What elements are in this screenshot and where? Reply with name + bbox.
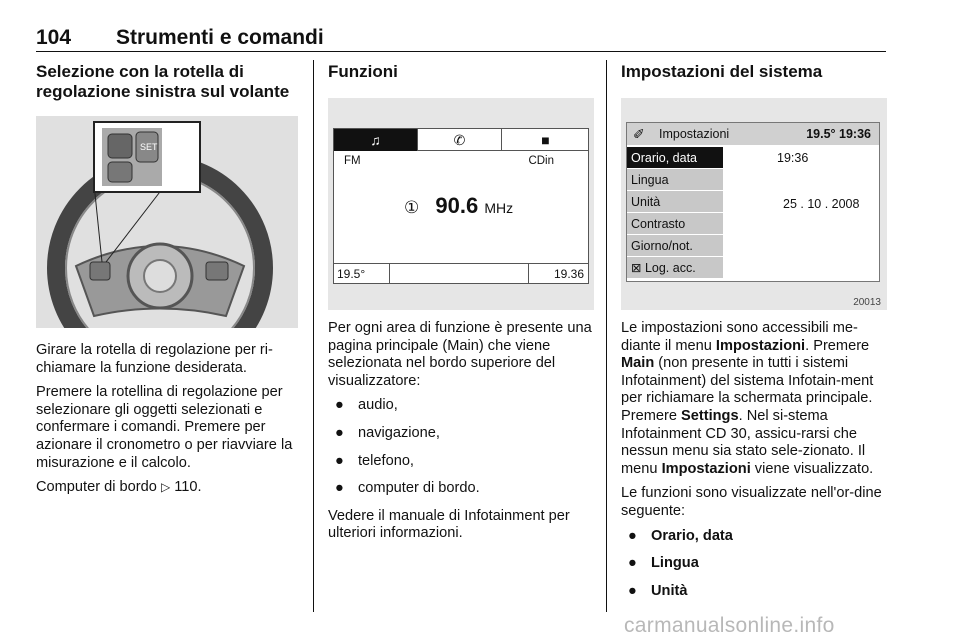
ref-page-link[interactable]: 110. bbox=[174, 479, 202, 496]
list-item: ● Orario, data bbox=[628, 527, 733, 544]
preset-number: ① bbox=[404, 198, 420, 217]
settings-title: Impostazioni bbox=[659, 127, 730, 141]
list-item: ● navigazione, bbox=[335, 424, 440, 441]
settings-menu-item: Contrasto bbox=[627, 213, 723, 235]
wheel-paragraph-3 bbox=[36, 479, 298, 497]
section-heading-funzioni: Funzioni bbox=[328, 62, 398, 81]
settings-menu bbox=[627, 147, 723, 279]
wheel-paragraph-1: Girare la rotella di regolazione per ri-chiamare la funzione desiderata. bbox=[36, 342, 273, 376]
column-divider-1 bbox=[313, 60, 314, 612]
settings-date: 25 . 10 . 2008 bbox=[783, 197, 860, 211]
frequency-value: 90.6 bbox=[435, 193, 479, 218]
arrow-ref-icon: ▷ bbox=[160, 480, 171, 495]
page-number: 104 bbox=[36, 26, 72, 49]
music-note-icon: ♫ bbox=[334, 129, 418, 151]
radio-band: FM bbox=[344, 155, 361, 167]
radio-tabs bbox=[334, 129, 588, 151]
radio-source: CDin bbox=[528, 155, 554, 167]
radio-temperature: 19.5° bbox=[334, 264, 390, 284]
radio-clock: 19.36 bbox=[528, 264, 588, 284]
settings-menu-item: Lingua bbox=[627, 169, 723, 191]
column-right bbox=[621, 62, 887, 599]
settings-time: 19:36 bbox=[777, 151, 809, 165]
list-item: ● Lingua bbox=[628, 555, 699, 572]
impostazioni-paragraph-2: Le funzioni sono visualizzate nell'or-dine seguente: bbox=[621, 485, 882, 519]
settings-menu-item: Orario, data bbox=[627, 147, 723, 169]
settings-display-illustration bbox=[621, 98, 887, 310]
settings-status: 19.5° 19:36 bbox=[806, 127, 871, 141]
list-item: ● audio, bbox=[335, 397, 398, 414]
radio-display-illustration bbox=[328, 98, 594, 310]
list-item: ● Unità bbox=[628, 582, 688, 599]
settings-header bbox=[627, 123, 879, 145]
list-item: ● telefono, bbox=[335, 452, 414, 469]
section-heading-impostazioni: Impostazioni del sistema bbox=[621, 62, 823, 81]
watermark: carmanualsonline.info bbox=[624, 614, 835, 637]
funzioni-paragraph-1: Per ogni area di funzione è presente una pagina principale (Main) che viene selezionata nel bordo superiore del visualizzatore: bbox=[328, 320, 592, 389]
column-middle bbox=[328, 62, 594, 542]
car-icon: ■ bbox=[541, 132, 550, 148]
settings-menu-item: Unità bbox=[627, 191, 723, 213]
section-heading-wheel: Selezione con la rotella di regolazione sinistra sul volante bbox=[36, 62, 290, 101]
radio-screen bbox=[333, 128, 589, 284]
ref-text: Computer di bordo bbox=[36, 479, 157, 496]
page-title: Strumenti e comandi bbox=[116, 26, 324, 49]
funzioni-paragraph-2: Vedere il manuale di Infotainment per ulteriori informazioni. bbox=[328, 507, 570, 542]
wrench-icon: ✐ bbox=[633, 126, 645, 142]
column-left bbox=[36, 62, 298, 496]
settings-screen bbox=[626, 122, 880, 282]
wheel-paragraph-2: Premere la rotellina di regolazione per selezionare gli oggetti selezionati e confermare i comandi. Premere per azionare il cronometro o per riavviare la misurazione e il calcolo. bbox=[36, 384, 293, 471]
svg-text:SET: SET bbox=[140, 142, 158, 152]
radio-status-bar bbox=[334, 263, 588, 283]
funzioni-list bbox=[328, 397, 594, 497]
list-item: ● computer di bordo. bbox=[335, 480, 480, 497]
radio-frequency bbox=[404, 193, 513, 219]
steering-wheel-illustration bbox=[36, 116, 298, 328]
settings-menu-item: ⊠ Log. acc. bbox=[627, 257, 723, 279]
radio-source-row bbox=[334, 151, 588, 167]
frequency-unit: MHz bbox=[484, 200, 514, 216]
phone-icon: ✆ bbox=[418, 129, 502, 151]
column-divider-2 bbox=[606, 60, 607, 612]
impostazioni-list bbox=[621, 528, 887, 601]
page-header bbox=[36, 26, 886, 52]
impostazioni-paragraph-1: Le impostazioni sono accessibili me-diante il menu Impostazioni. Premere Main (non presente in tutti i sistemi Infotainment) del sistema Infotain-ment per richiamare la schermata principale. Premere Settings. Nel si-stema Infotainment CD 30, assicu-rarsi che nessun menu sia stato sele-zionato. Il menu Impostazioni viene visualizzato. bbox=[621, 320, 874, 477]
figure-code: 20013 bbox=[853, 297, 881, 308]
settings-menu-item: Giorno/not. bbox=[627, 235, 723, 257]
